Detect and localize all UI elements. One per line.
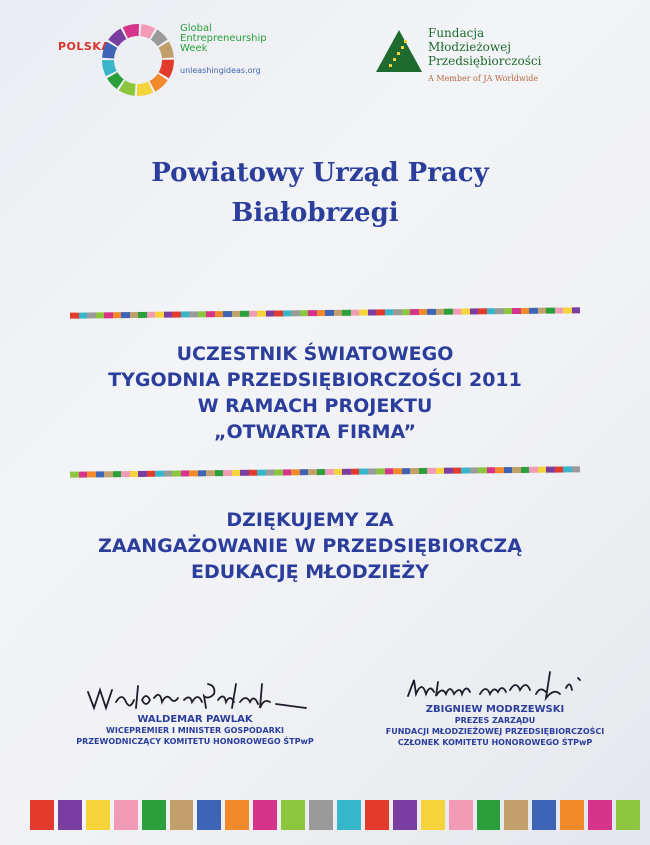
signer-name-left: WALDEMAR PAWLAK: [137, 714, 253, 725]
stripe-segment: [427, 468, 436, 474]
triangle-tree-icon: [374, 28, 424, 74]
handwritten-signature-right: [400, 668, 600, 704]
logo-word-week: Week: [180, 43, 208, 54]
color-block: [477, 800, 501, 830]
stripe-segment: [112, 312, 121, 318]
stripe-segment: [146, 312, 155, 318]
signature-block-left: [60, 672, 330, 747]
stripe-segment: [512, 308, 521, 314]
participation-statement: [0, 341, 640, 445]
color-block: [532, 800, 556, 830]
color-block: [504, 800, 528, 830]
stripe-segment: [172, 312, 181, 318]
stripe-segment: [214, 311, 223, 317]
stripe-segment: [138, 471, 147, 477]
thanks-line-2: ZAANGAŻOWANIE W PRZEDSIĘBIORCZĄ: [98, 535, 522, 557]
stripe-segment: [333, 310, 342, 316]
stripe-segment: [257, 470, 266, 476]
stripe-segment: [452, 309, 461, 315]
color-block: [58, 800, 82, 830]
stripe-segment: [316, 469, 325, 475]
stripe-segment: [444, 468, 453, 474]
stripe-segment: [104, 312, 113, 318]
stripe-segment: [401, 309, 410, 315]
handwritten-signature-left: [80, 678, 310, 714]
stripe-segment: [95, 471, 104, 477]
color-block: [365, 800, 389, 830]
stripe-segment: [563, 466, 572, 472]
stripe-segment: [104, 471, 113, 477]
color-block: [449, 800, 473, 830]
stripe-segment: [197, 470, 206, 476]
stripe-segment: [78, 471, 87, 477]
stripe-segment: [554, 467, 563, 473]
stripe-segment: [299, 469, 308, 475]
signature-block-right: [360, 662, 630, 748]
stripe-segment: [308, 310, 317, 316]
stripe-segment: [308, 469, 317, 475]
color-block: [197, 800, 221, 830]
stripe-segment: [401, 468, 410, 474]
color-block: [281, 800, 305, 830]
stripe-segment: [231, 470, 240, 476]
stripe-segment: [427, 309, 436, 315]
stripe-segment: [512, 467, 521, 473]
stripe-segment: [461, 467, 470, 473]
stripe-segment: [529, 308, 538, 314]
stripe-segment: [223, 311, 232, 317]
stripe-segment: [214, 470, 223, 476]
color-block: [114, 800, 138, 830]
stripe-segment: [325, 310, 334, 316]
statement-line-3: W RAMACH PROJEKTU: [197, 395, 433, 417]
stripe-segment: [503, 467, 512, 473]
stripe-segment: [520, 467, 529, 473]
fundacja-word-2: Młodzieżowej: [428, 40, 511, 54]
logo-country-label: POLSKA: [58, 40, 111, 53]
stripe-segment: [172, 471, 181, 477]
stripe-segment: [163, 471, 172, 477]
color-block: [30, 800, 54, 830]
stripe-segment: [282, 310, 291, 316]
stripe-segment: [435, 309, 444, 315]
stripe-segment: [231, 311, 240, 317]
stripe-segment: [418, 468, 427, 474]
fundacja-wordmark: [428, 26, 541, 68]
color-block: [170, 800, 194, 830]
fundacja-tagline: A Member of JA Worldwide: [428, 74, 539, 83]
stripe-segment: [240, 470, 249, 476]
stripe-segment: [546, 308, 555, 314]
stripe-segment: [537, 308, 546, 314]
stripe-segment: [155, 312, 164, 318]
stripe-segment: [206, 311, 215, 317]
signer-name-right: ZBIGNIEW MODRZEWSKI: [425, 704, 565, 715]
thanks-statement: [0, 507, 635, 585]
stripe-segment: [410, 468, 419, 474]
stripe-segment: [257, 311, 266, 317]
statement-line-2: TYGODNIA PRZEDSIĘBIORCZOŚCI 2011: [108, 369, 522, 391]
recipient-location: Białobrzegi: [231, 198, 399, 228]
stripe-segment: [410, 309, 419, 315]
stripe-segment: [384, 309, 393, 315]
stripe-segment: [342, 310, 351, 316]
stripe-segment: [333, 469, 342, 475]
color-block: [421, 800, 445, 830]
stripe-segment: [461, 308, 470, 314]
stripe-segment: [78, 312, 87, 318]
stripe-segment: [503, 308, 512, 314]
stripe-segment: [138, 312, 147, 318]
color-block: [253, 800, 277, 830]
stripe-segment: [248, 311, 257, 317]
stripe-segment: [350, 310, 359, 316]
stripe-segment: [112, 471, 121, 477]
signer-role-left-1: WICEPREMIER I MINISTER GOSPODARKI: [106, 726, 284, 735]
color-block: [309, 800, 333, 830]
stripe-segment: [163, 312, 172, 318]
fundacja-word-3: Przedsiębiorczości: [428, 54, 542, 68]
statement-line-4: „OTWARTA FIRMA”: [213, 421, 417, 443]
stripe-segment: [325, 469, 334, 475]
stripe-segment: [571, 466, 580, 472]
stripe-segment: [316, 310, 325, 316]
color-ring-icon: [98, 20, 178, 100]
stripe-segment: [495, 308, 504, 314]
color-block: [393, 800, 417, 830]
stripe-segment: [291, 469, 300, 475]
fundacja-logo: [370, 26, 590, 96]
logo-url: unleashingideas.org: [180, 66, 261, 75]
stripe-segment: [384, 468, 393, 474]
stripe-segment: [197, 311, 206, 317]
stripe-segment: [299, 310, 308, 316]
bottom-color-blocks: [30, 800, 640, 830]
stripe-segment: [537, 467, 546, 473]
stripe-segment: [155, 471, 164, 477]
color-stripe-divider: [70, 466, 580, 477]
stripe-segment: [274, 469, 283, 475]
stripe-segment: [452, 468, 461, 474]
stripe-segment: [121, 471, 130, 477]
stripe-segment: [418, 309, 427, 315]
stripe-segment: [223, 470, 232, 476]
stripe-segment: [469, 467, 478, 473]
stripe-segment: [359, 310, 368, 316]
color-block: [588, 800, 612, 830]
color-block: [142, 800, 166, 830]
stripe-segment: [444, 309, 453, 315]
thanks-line-1: DZIĘKUJEMY ZA: [226, 509, 394, 531]
stripe-segment: [265, 311, 274, 317]
stripe-segment: [70, 472, 79, 478]
stripe-segment: [486, 308, 495, 314]
stripe-segment: [469, 308, 478, 314]
stripe-segment: [563, 307, 572, 313]
stripe-segment: [146, 471, 155, 477]
stripe-segment: [435, 468, 444, 474]
stripe-segment: [520, 308, 529, 314]
stripe-segment: [546, 467, 555, 473]
color-block: [86, 800, 110, 830]
color-block: [225, 800, 249, 830]
stripe-segment: [376, 309, 385, 315]
stripe-segment: [206, 470, 215, 476]
statement-line-1: UCZESTNIK ŚWIATOWEGO: [176, 343, 454, 365]
logo-wordmark: [180, 24, 267, 54]
stripe-segment: [240, 311, 249, 317]
stripe-segment: [129, 471, 138, 477]
color-stripe-divider: [70, 307, 580, 318]
stripe-segment: [486, 467, 495, 473]
stripe-segment: [554, 308, 563, 314]
stripe-segment: [529, 467, 538, 473]
signer-role-right-1: PREZES ZARZĄDU: [454, 716, 536, 725]
stripe-segment: [393, 468, 402, 474]
stripe-segment: [95, 312, 104, 318]
stripe-segment: [571, 307, 580, 313]
stripe-segment: [393, 309, 402, 315]
global-entrepreneurship-week-logo: [58, 18, 288, 108]
stripe-segment: [248, 470, 257, 476]
stripe-segment: [87, 312, 96, 318]
stripe-segment: [478, 467, 487, 473]
color-block: [616, 800, 640, 830]
stripe-segment: [180, 311, 189, 317]
stripe-segment: [478, 308, 487, 314]
stripe-segment: [359, 469, 368, 475]
stripe-segment: [274, 310, 283, 316]
logo-word-entrepreneurship: Entrepreneurship: [180, 33, 267, 44]
signer-role-right-3: CZŁONEK KOMITETU HONOROWEGO ŚTPwP: [397, 738, 593, 747]
stripe-segment: [70, 313, 79, 319]
color-block: [560, 800, 584, 830]
stripe-segment: [189, 311, 198, 317]
color-block: [337, 800, 361, 830]
stripe-segment: [121, 312, 130, 318]
signer-role-right-2: FUNDACJI MŁODZIEŻOWEJ PRZEDSIĘBIORCZOŚCI: [385, 727, 605, 736]
stripe-segment: [291, 310, 300, 316]
stripe-segment: [495, 467, 504, 473]
signer-role-left-2: PRZEWODNICZĄCY KOMITETU HONOROWEGO ŚTPwP: [76, 737, 314, 746]
stripe-segment: [189, 470, 198, 476]
stripe-segment: [350, 469, 359, 475]
stripe-segment: [367, 468, 376, 474]
stripe-segment: [180, 470, 189, 476]
stripe-segment: [87, 471, 96, 477]
stripe-segment: [129, 312, 138, 318]
logo-word-global: Global: [180, 23, 212, 34]
stripe-segment: [367, 309, 376, 315]
thanks-line-3: EDUKACJĘ MŁODZIEŻY: [191, 561, 429, 583]
recipient-name: Powiatowy Urząd Pracy: [151, 158, 489, 188]
stripe-segment: [282, 469, 291, 475]
stripe-segment: [342, 469, 351, 475]
stripe-segment: [265, 470, 274, 476]
stripe-segment: [376, 468, 385, 474]
fundacja-word-1: Fundacja: [428, 26, 485, 40]
